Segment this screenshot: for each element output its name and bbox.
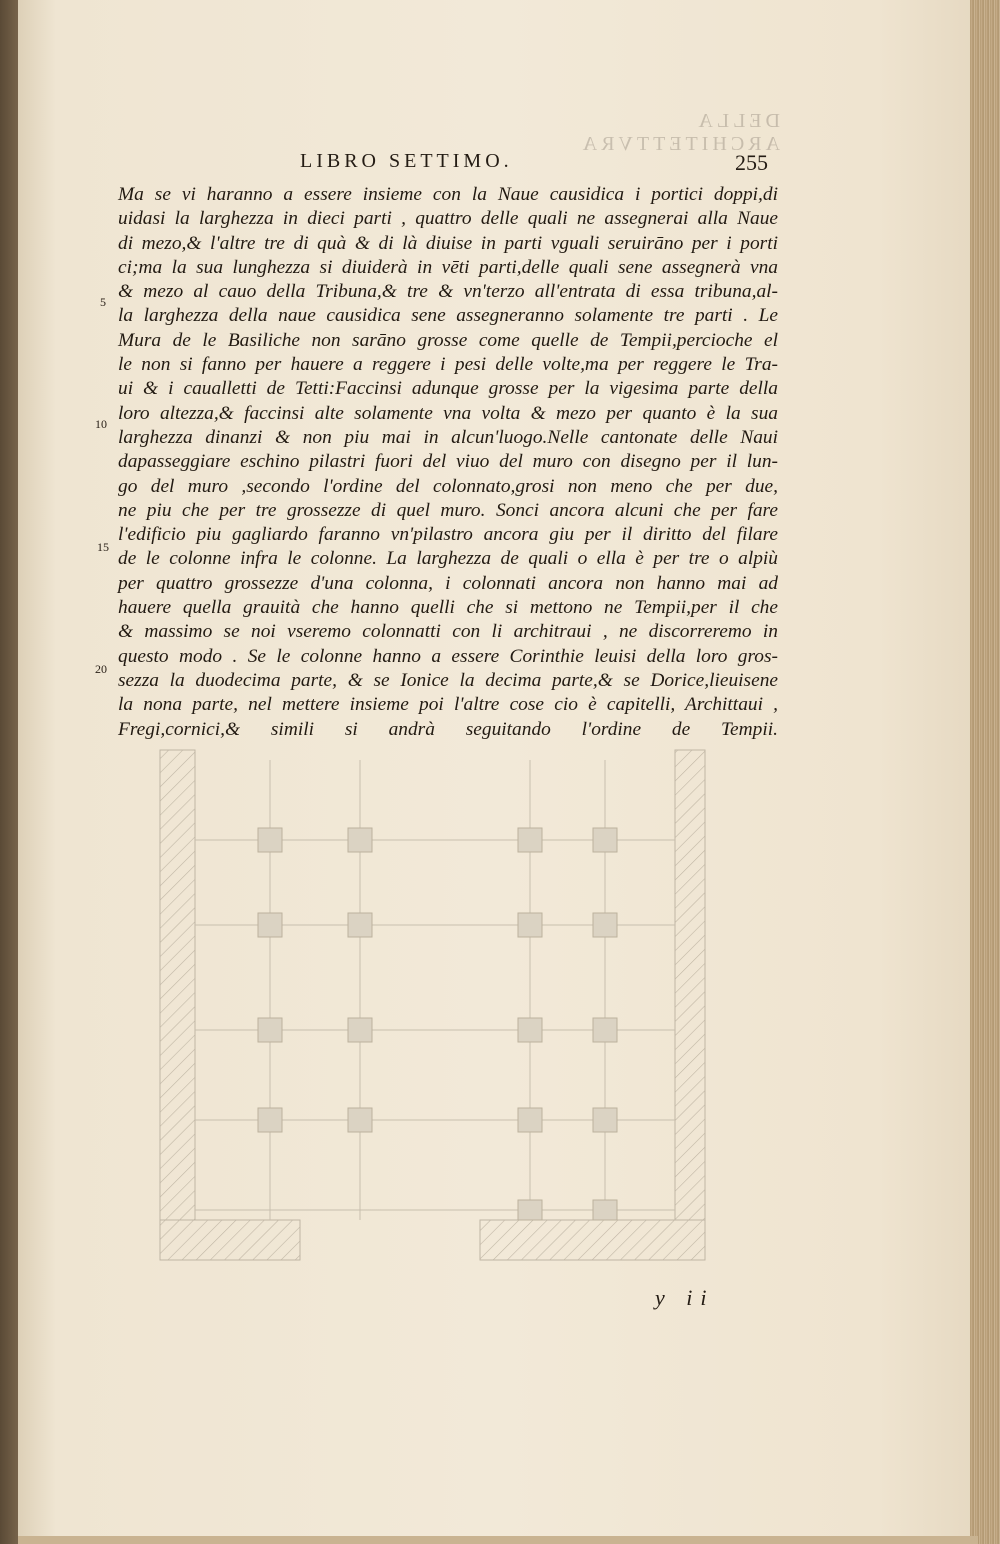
page-fore-edge [970, 0, 1000, 1544]
line-number: 10 [95, 417, 107, 431]
page-header [0, 150, 1000, 180]
folio-number: 255 [735, 150, 768, 175]
text-line: sezza la duodecima parte, & se Ionice la decima parte,& se Dorice,lieuisene [118, 669, 778, 691]
text-line: ci;ma la sua lunghezza si diuiderà in vēti parti,delle quali sene assegnerà vna [118, 256, 778, 278]
basilica-floor-plan [150, 740, 750, 1270]
text-line: per quattro grossezze d'una colonna, i colonnati ancora non hanno mai ad [118, 572, 778, 594]
text-line: & mezo al cauo della Tribuna,& tre & vn'terzo all'entrata di essa tribuna,al- [118, 281, 778, 303]
page-bottom-edge [18, 1536, 978, 1544]
text-line: & massimo se noi vseremo colonnatti con li architraui , ne discorreremo in [118, 621, 778, 643]
line-number: 15 [97, 540, 109, 554]
text-line: la nona parte, nel mettere insieme poi l'altre cose cio è capitelli, Archittaui , [118, 694, 778, 716]
running-title: LIBRO SETTIMO. [300, 150, 513, 172]
text-line: le non si fanno per hauere a reggere i pesi delle volte,ma per reggere le Tra- [118, 354, 778, 376]
show-through-text: DELLA ARCHITETTVRA [578, 110, 780, 155]
text-line: de le colonne infra le colonne. La larghezza de quali o ella è per tre o alpiù [118, 548, 778, 570]
text-line: questo modo . Se le colonne hanno a essere Corinthie leuisi della loro gros- [118, 645, 778, 667]
line-number: 20 [95, 662, 107, 676]
main-text-block [118, 183, 778, 742]
text-line: larghezza dinanzi & non piu mai in alcun'luogo.Nelle cantonate delle Naui [118, 426, 778, 448]
front-wall-left [160, 1220, 300, 1260]
text-line: ui & i caualletti de Tetti:Faccinsi adunque grosse per la vigesima parte della [118, 378, 778, 400]
left-wall [160, 750, 195, 1220]
text-line: hauere quella grauità che hanno quelli che si mettono ne Tempii,per il che [118, 597, 778, 619]
text-line: di mezo,& l'altre tre di quà & di là diuise in parti vguali seruirāno per i porti [118, 232, 778, 254]
signature-mark: y ii [655, 1285, 715, 1310]
column-bases [258, 828, 617, 1220]
text-line: dapasseggiare eschino pilastri fuori del viuo del muro con disegno per il lun- [118, 451, 778, 473]
text-line: Mura de le Basiliche non sarāno grosse come quelle de Tempii,percioche el [118, 329, 778, 351]
text-line: uidasi la larghezza in dieci parti , quattro delle quali ne assegnerai alla Naue [118, 208, 778, 230]
text-line: l'edificio piu gagliardo faranno vn'pilastro ancora giu per il diritto del filare [118, 524, 778, 546]
text-line: go del muro ,secondo l'ordine del colonnato,grosi non meno che per due, [118, 475, 778, 497]
front-wall-right [480, 1220, 705, 1260]
line-number: 5 [100, 295, 106, 309]
text-line: Ma se vi haranno a essere insieme con la Naue causidica i portici doppi,di [118, 184, 778, 205]
text-line: Fregi,cornici,& simili si andrà seguitando l'ordine de Tempii. [118, 718, 778, 740]
right-wall [675, 750, 705, 1220]
text-line: la larghezza della naue causidica sene assegneranno solamente tre parti . Le [118, 305, 778, 327]
text-line: loro altezza,& faccinsi alte solamente vna volta & mezo per quanto è la sua [118, 402, 778, 424]
text-line: ne piu che per tre grossezze di quel muro. Sonci ancora alcuni che per fare [118, 499, 778, 521]
